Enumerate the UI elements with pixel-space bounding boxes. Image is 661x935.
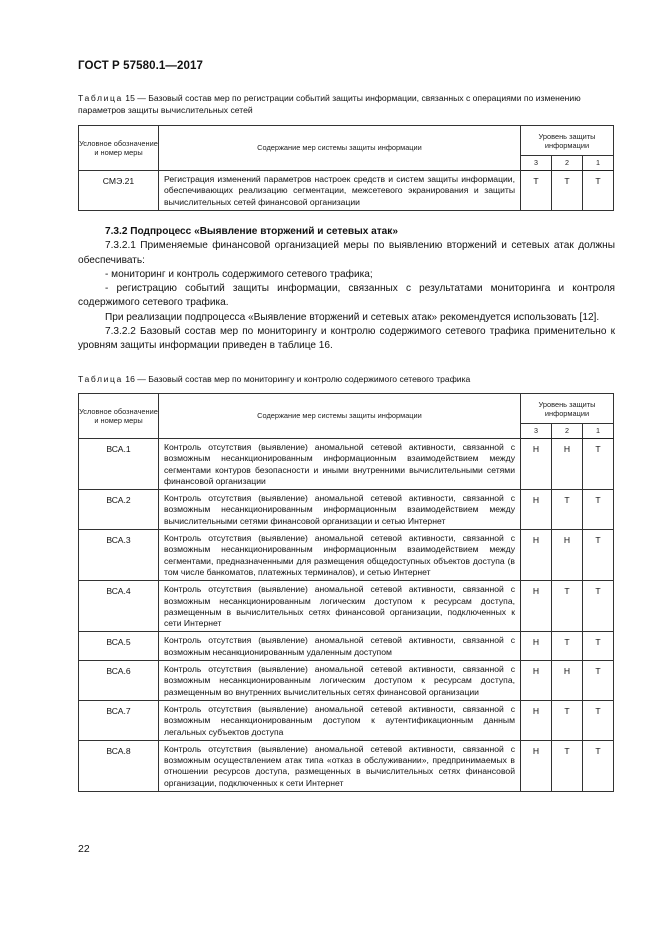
level-2-value: Т	[552, 581, 583, 632]
level-1-value: Т	[583, 581, 614, 632]
table16-header-code: Условное обозначение и номер меры	[79, 394, 159, 439]
level-2-value: Н	[552, 530, 583, 581]
measure-description: Контроль отсутствия (выявление) аномальной сетевой активности, связанной с возможным несанкционированным информационным взаимодействием между сегментами контуров безопасности и иными внутренними вычислительными сетями финансовой организации	[159, 439, 521, 490]
measure-description: Контроль отсутствия (выявление) аномальной сетевой активности, связанной с возможным несанкционированным информационным взаимодействием между сегментами, предназначенными для размещения общедоступных объектов доступа (в том числе банкоматов, платежных терминалов), и сетью Интернет	[159, 530, 521, 581]
level-1-value: Т	[583, 490, 614, 530]
measure-code: ВСА.3	[79, 530, 159, 581]
level-2-value: Т	[552, 700, 583, 740]
bullet-monitoring: - мониторинг и контроль содержимого сетевого трафика;	[105, 268, 373, 280]
level-1-value: Т	[583, 439, 614, 490]
measure-code: ВСА.5	[79, 632, 159, 661]
measure-code: ВСА.6	[79, 661, 159, 701]
measure-code: ВСА.2	[79, 490, 159, 530]
bullet-registration: - регистрацию событий защиты информации, связанных с результатами мониторинга и контроля содержимого сетевого трафика.	[78, 283, 615, 309]
measure-code: ВСА.7	[79, 700, 159, 740]
table16-header-level-1: 1	[583, 424, 614, 439]
table-row	[79, 439, 614, 490]
level-1-value: Т	[583, 661, 614, 701]
table-row	[79, 632, 614, 661]
standard-header: ГОСТ Р 57580.1—2017	[78, 60, 203, 72]
table-row	[79, 530, 614, 581]
table15-header-level-2: 2	[552, 156, 583, 171]
section-heading: 7.3.2 Подпроцесс «Выявление вторжений и сетевых атак»	[105, 226, 398, 237]
table16-caption	[78, 373, 615, 385]
table15-header-level-3: 3	[521, 156, 552, 171]
level-1-value: Т	[583, 171, 614, 211]
level-3-value: Н	[521, 581, 552, 632]
level-3-value: Н	[521, 661, 552, 701]
section-body	[78, 225, 615, 354]
measure-code: ВСА.4	[79, 581, 159, 632]
table-row	[79, 661, 614, 701]
table16-caption-label: Таблица	[78, 374, 123, 384]
level-3-value: Н	[521, 490, 552, 530]
level-2-value: Т	[552, 632, 583, 661]
page-number: 22	[78, 843, 90, 855]
measure-description: Контроль отсутствия (выявление) аномальной сетевой активности, связанной с возможным несанкционированным доступом к аутентификационным данным легальных субъектов доступа	[159, 700, 521, 740]
table15-caption-text: 15 — Базовый состав мер по регистрации событий защиты информации, связанных с операциями по изменению параметров защиты вычислительных сетей	[78, 93, 581, 115]
table-row	[79, 490, 614, 530]
table15-header-desc: Содержание мер системы защиты информации	[159, 126, 521, 171]
table15	[78, 125, 614, 211]
table15-header-code: Условное обозначение и номер меры	[79, 126, 159, 171]
measure-code: СМЭ.21	[79, 171, 159, 211]
table15-caption	[78, 92, 615, 116]
level-2-value: Т	[552, 740, 583, 791]
level-2-value: Т	[552, 171, 583, 211]
paragraph-7-3-2-2: 7.3.2.2 Базовый состав мер по мониторингу и контролю содержимого сетевого трафика применительно к уровням защиты информации приведен в таблице 16.	[78, 326, 615, 352]
table-row	[79, 740, 614, 791]
measure-description: Регистрация изменений параметров настроек средств и систем защиты информации, обеспечивающих реализацию сегментации, межсетевого экранирования и защиты вычислительных сетей финансовой организации	[159, 171, 521, 211]
level-3-value: Н	[521, 700, 552, 740]
level-2-value: Н	[552, 439, 583, 490]
measure-description: Контроль отсутствия (выявление) аномальной сетевой активности, связанной с возможным осуществлением атак типа «отказ в обслуживании», предпринимаемых в отношении ресурсов доступа, размещенных в вычислительных сетях финансовой организации, подключенных к сети Интернет	[159, 740, 521, 791]
table-row	[79, 171, 614, 211]
paragraph-recommendation: При реализации подпроцесса «Выявление вторжений и сетевых атак» рекомендуется использовать [12].	[105, 311, 600, 323]
level-3-value: Н	[521, 632, 552, 661]
table16	[78, 393, 614, 792]
table-row	[79, 700, 614, 740]
measure-code: ВСА.8	[79, 740, 159, 791]
paragraph-7-3-2-1: 7.3.2.1 Применяемые финансовой организацией меры по выявлению вторжений и сетевых атак должны обеспечивать:	[78, 240, 615, 266]
level-3-value: Н	[521, 530, 552, 581]
table16-header-level: Уровень защиты информации	[521, 394, 614, 424]
table16-header-desc: Содержание мер системы защиты информации	[159, 394, 521, 439]
level-1-value: Т	[583, 740, 614, 791]
level-1-value: Т	[583, 530, 614, 581]
level-3-value: Т	[521, 171, 552, 211]
measure-description: Контроль отсутствия (выявление) аномальной сетевой активности, связанной с возможным несанкционированным логическим доступом к ресурсам доступа, размещенным во внутренних вычислительных сетях финансовой организации	[159, 661, 521, 701]
table15-header-level-1: 1	[583, 156, 614, 171]
level-3-value: Н	[521, 740, 552, 791]
table16-caption-text: 16 — Базовый состав мер по мониторингу и контролю содержимого сетевого трафика	[122, 374, 471, 384]
measure-code: ВСА.1	[79, 439, 159, 490]
table-row	[79, 581, 614, 632]
table15-header-level: Уровень защиты информации	[521, 126, 614, 156]
level-2-value: Т	[552, 490, 583, 530]
measure-description: Контроль отсутствия (выявление) аномальной сетевой активности, связанной с возможным несанкционированным информационным взаимодействием между вычислительными сетями финансовой организации и сетью Интернет	[159, 490, 521, 530]
level-3-value: Н	[521, 439, 552, 490]
level-2-value: Н	[552, 661, 583, 701]
level-1-value: Т	[583, 700, 614, 740]
table16-header-level-2: 2	[552, 424, 583, 439]
table15-caption-label: Таблица	[78, 93, 123, 103]
level-1-value: Т	[583, 632, 614, 661]
measure-description: Контроль отсутствия (выявление) аномальной сетевой активности, связанной с возможным несанкционированным удаленным доступом	[159, 632, 521, 661]
measure-description: Контроль отсутствия (выявление) аномальной сетевой активности, связанной с возможным несанкционированным логическим доступом к ресурсам доступа, размещенным в вычислительных сетях финансовой организации, подключенных к сети Интернет	[159, 581, 521, 632]
table16-header-level-3: 3	[521, 424, 552, 439]
